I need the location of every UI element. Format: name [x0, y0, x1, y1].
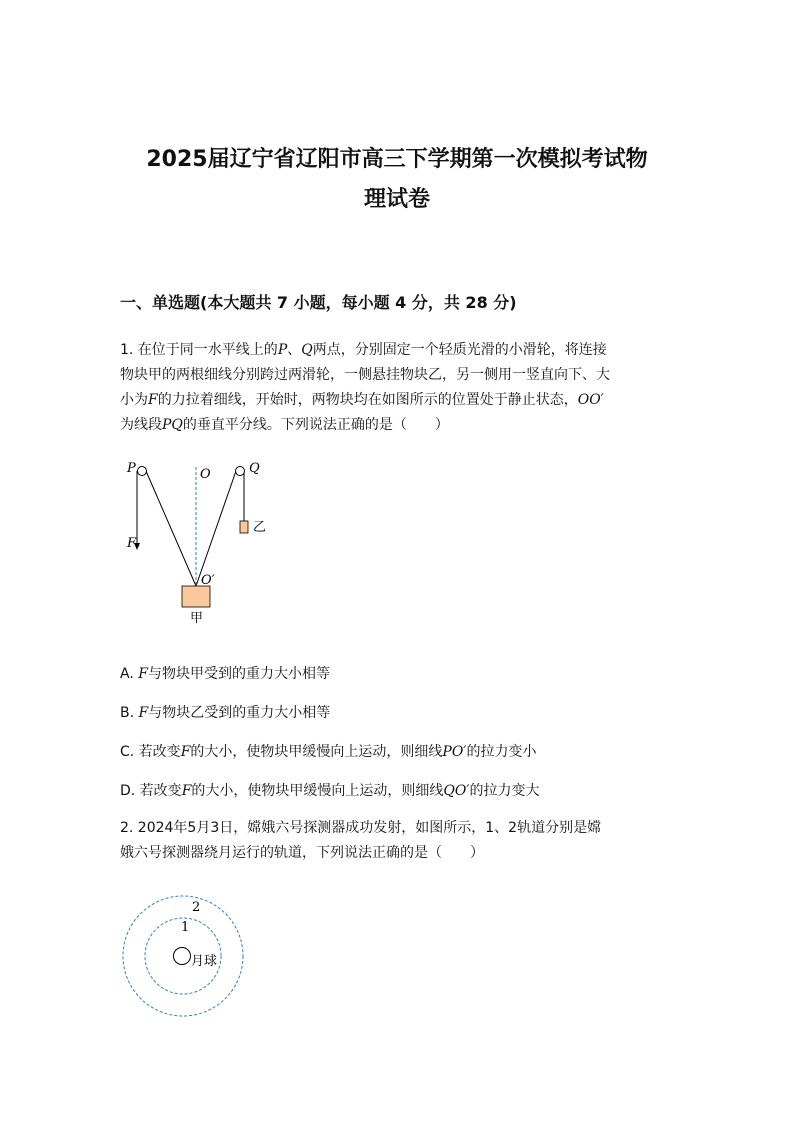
label-orbit-2: 2	[192, 900, 201, 915]
section-heading: 一、单选题(本大题共 7 小题，每小题 4 分，共 28 分)	[120, 293, 517, 312]
label-q: Q	[249, 461, 260, 476]
var-q: Q	[301, 342, 313, 358]
q1-text: 小为	[120, 392, 148, 408]
option-d-text: 的大小，使物块甲缓慢向上运动，则细线	[191, 783, 444, 799]
option-a-text: 与物块甲受到的重力大小相等	[147, 666, 330, 682]
option-a-label: A.	[120, 666, 139, 682]
option-a	[120, 663, 330, 683]
q1-text: 两点，分别固定一个轻质光滑的小滑轮，将连接	[312, 342, 607, 358]
label-o: O	[200, 467, 211, 482]
label-orbit-1: 1	[181, 920, 190, 935]
label-f: F	[127, 536, 137, 551]
document-title	[110, 140, 684, 220]
var-pq: PQ	[162, 417, 183, 433]
var-qo-prime: QO′	[443, 783, 470, 799]
q1-text: 1. 在位于同一水平线上的	[120, 342, 278, 358]
q1-text: 、	[287, 342, 302, 358]
var-f: F	[180, 744, 191, 760]
option-d	[120, 780, 540, 800]
rope-qo-prime	[196, 471, 236, 586]
option-b	[120, 702, 330, 722]
var-f: F	[148, 392, 158, 408]
q1-text: 的垂直平分线。下列说法正确的是（ ）	[182, 417, 449, 433]
label-o-prime: O′	[201, 573, 215, 588]
q1-text: 的力拉着细线，开始时，两物块均在如图所示的位置处于静止状态，	[157, 392, 578, 408]
label-yi: 乙	[253, 520, 267, 535]
var-f: F	[138, 705, 149, 721]
var-p: P	[277, 342, 288, 358]
option-b-text: 与物块乙受到的重力大小相等	[148, 705, 331, 721]
pulley-q	[236, 467, 245, 476]
var-f: F	[138, 666, 148, 682]
option-c	[120, 741, 536, 761]
q1-text: 为线段	[120, 417, 162, 433]
title-line-1: 2025届辽宁省辽阳市高三下学期第一次模拟考试物	[146, 147, 648, 172]
block-jia	[182, 586, 210, 607]
pulley-figure	[120, 455, 280, 630]
var-oo-prime: OO′	[577, 392, 604, 408]
label-moon: 月球	[191, 954, 218, 969]
moon-icon	[174, 948, 191, 965]
label-jia: 甲	[190, 611, 204, 626]
q1-line-2: 物块甲的两根细线分别跨过两滑轮，一侧悬挂物块乙，另一侧用一竖直向下、大	[120, 367, 610, 383]
orbit-figure	[115, 885, 255, 1025]
q1-line-4	[120, 413, 678, 438]
option-c-text: 的拉力变小	[466, 744, 537, 760]
option-c-label: C. 若改变	[120, 744, 181, 760]
title-line-2: 理试卷	[363, 187, 430, 212]
var-po-prime: PO′	[442, 744, 467, 760]
question-1-stem	[120, 338, 678, 438]
rope-po-prime	[146, 471, 196, 586]
q1-line-3	[120, 388, 678, 413]
q2-line-2: 娥六号探测器绕月运行的轨道，下列说法正确的是（ ）	[120, 845, 484, 861]
q1-line-1	[120, 338, 678, 363]
option-b-label: B.	[120, 705, 139, 721]
option-d-label: D. 若改变	[120, 783, 182, 799]
block-yi	[240, 521, 248, 533]
pulley-p	[138, 467, 147, 476]
question-2-stem	[120, 816, 678, 866]
label-p: P	[127, 461, 136, 476]
option-d-text: 的拉力变大	[469, 783, 540, 799]
var-f: F	[181, 783, 192, 799]
option-c-text: 的大小，使物块甲缓慢向上运动，则细线	[190, 744, 443, 760]
q2-line-1: 2. 2024年5月3日，嫦娥六号探测器成功发射，如图所示，1、2轨道分别是嫦	[120, 820, 602, 836]
